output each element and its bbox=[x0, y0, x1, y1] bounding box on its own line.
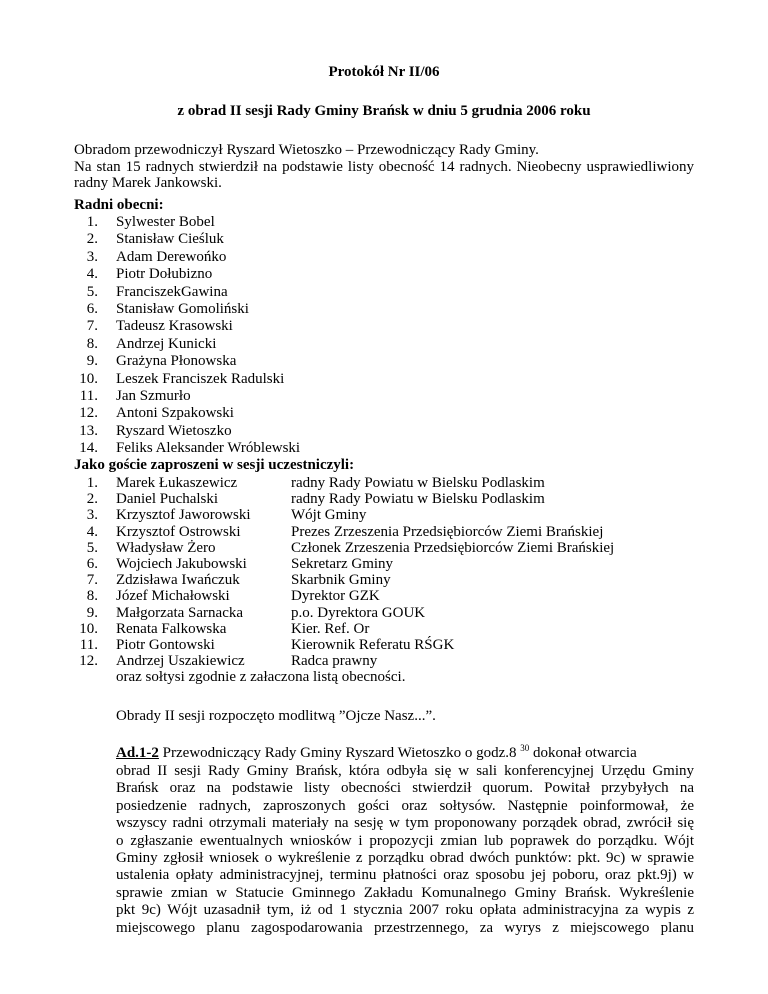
paragraph-line: ustalenia opłaty administracyjnej, terminu płatności oraz sposobu jej poboru, oraz pkt.9j) w bbox=[116, 867, 694, 884]
guest-role: Wójt Gminy bbox=[291, 507, 367, 524]
present-heading: Radni obecni: bbox=[74, 197, 164, 213]
list-number: 12. bbox=[79, 653, 98, 670]
guest-role: Kierownik Referatu RŚGK bbox=[291, 637, 455, 653]
list-item: Piotr Dołubizno bbox=[116, 266, 213, 283]
ad12-label: Ad.1-2 bbox=[116, 745, 159, 761]
list-item: Stanisław Gomoliński bbox=[116, 301, 249, 317]
list-item: Feliks Aleksander Wróblewski bbox=[116, 440, 301, 457]
list-item: Andrzej Kunicki bbox=[116, 335, 217, 352]
paragraph-line: sprawie zmian w Statucie Gminnego Zakładu Komunalnego Gminy Brańsk. Wykreślenie bbox=[116, 884, 694, 901]
paragraph-line: obrad II sesji Rady Gminy Brańsk, która odbyła się w sali konferencyjnej Urzędu Gminy bbox=[116, 763, 694, 779]
list-number: 11. bbox=[79, 388, 98, 404]
guest-name: Józef Michałowski bbox=[116, 588, 230, 605]
guest-name: Małgorzata Sarnacka bbox=[116, 604, 244, 621]
ad12-first-line: Ad.1-2 Przewodniczący Rady Gminy Ryszard Wietoszko o godz.8 $^{30}$ dokonał otwarcia bbox=[116, 743, 637, 761]
list-number: 10. bbox=[79, 370, 98, 387]
list-item: Adam Derewońko bbox=[116, 248, 227, 265]
list-number: 4. bbox=[86, 523, 98, 540]
list-number: 3. bbox=[86, 248, 98, 265]
guest-role: Skarbnik Gminy bbox=[291, 572, 391, 589]
list-item: Stanisław Cieśluk bbox=[116, 231, 224, 248]
list-number: 4. bbox=[86, 266, 98, 283]
list-item: Ryszard Wietoszko bbox=[116, 422, 232, 439]
paragraph-line: Brańsk oraz na podstawie listy obecności stwierdził quorum. Powitał przybyłych na bbox=[116, 780, 694, 797]
list-number: 8. bbox=[86, 588, 98, 605]
guests-footer: oraz sołtysi zgodnie z załaczona listą obecności. bbox=[116, 669, 406, 685]
list-number: 13. bbox=[79, 422, 98, 439]
guest-name: Daniel Puchalski bbox=[116, 491, 219, 508]
guests-heading: Jako goście zaproszeni w sesji uczestniczyli: bbox=[74, 457, 355, 473]
list-item: Antoni Szpakowski bbox=[116, 405, 234, 422]
guest-role: radny Rady Powiatu w Bielsku Podlaskim bbox=[291, 475, 545, 491]
list-number: 12. bbox=[79, 405, 98, 422]
list-number: 5. bbox=[86, 283, 98, 300]
list-item: Leszek Franciszek Radulski bbox=[116, 370, 285, 387]
list-item: Tadeusz Krasowski bbox=[116, 318, 233, 335]
paragraph-line: Gminy zgłosił wniosek o wykreślenie z porządku obrad dwóch punktów: pkt. 9c) w sprawie bbox=[116, 850, 694, 866]
guest-role: Sekretarz Gminy bbox=[291, 556, 394, 572]
list-item: Jan Szmurło bbox=[116, 388, 191, 404]
guest-role: p.o. Dyrektora GOUK bbox=[291, 604, 426, 621]
list-number: 7. bbox=[86, 318, 98, 335]
list-number: 10. bbox=[79, 620, 98, 637]
list-number: 5. bbox=[86, 539, 98, 556]
guest-role: Prezes Zrzeszenia Przedsiębiorców Ziemi Brańskiej bbox=[291, 523, 604, 540]
guest-role: Dyrektor GZK bbox=[291, 588, 380, 605]
list-number: 2. bbox=[86, 491, 98, 508]
document-subtitle: z obrad II sesji Rady Gminy Brańsk w dniu 5 grudnia 2006 roku bbox=[177, 103, 591, 119]
paragraph-line: pkt 9c) Wójt uzasadnił tym, iż od 1 stycznia 2007 roku opłata administracyjna za wypis z bbox=[116, 902, 694, 919]
guest-role: Radca prawny bbox=[291, 653, 378, 670]
guest-name: Wojciech Jakubowski bbox=[116, 556, 247, 572]
paragraph-line: o zgłaszanie ewentualnych wniosków i propozycji zmian lub poprawek do porządku. Wójt bbox=[116, 832, 694, 849]
guest-name: Władysław Żero bbox=[116, 539, 216, 556]
guest-name: Andrzej Uszakiewicz bbox=[116, 653, 245, 670]
list-number: 7. bbox=[86, 572, 98, 589]
paragraph-line: miejscowego planu zagospodarowania przestrzennego, za wyrys z miejscowego planu bbox=[116, 919, 694, 936]
guest-role: radny Rady Powiatu w Bielsku Podlaskim bbox=[291, 491, 545, 508]
list-item: Grażyna Płonowska bbox=[116, 353, 237, 370]
prayer-line: Obrady II sesji rozpoczęto modlitwą ”Ojcze Nasz...”. bbox=[116, 708, 436, 724]
document-title: Protokół Nr II/06 bbox=[328, 64, 440, 80]
list-item: FranciszekGawina bbox=[116, 283, 228, 300]
list-number: 9. bbox=[86, 353, 98, 370]
guest-name: Krzysztof Ostrowski bbox=[116, 523, 241, 540]
list-number: 8. bbox=[86, 335, 98, 352]
list-item: Sylwester Bobel bbox=[116, 214, 215, 230]
list-number: 3. bbox=[86, 507, 98, 524]
list-number: 14. bbox=[79, 440, 98, 457]
list-number: 6. bbox=[86, 301, 98, 317]
paragraph-line: posiedzenie radnych, zaproszonych gości oraz sołtysów. Następnie poinformował, że bbox=[116, 797, 694, 814]
list-number: 1. bbox=[86, 214, 98, 230]
list-number: 9. bbox=[86, 604, 98, 621]
guest-name: Marek Łukaszewicz bbox=[116, 475, 238, 491]
guest-name: Piotr Gontowski bbox=[116, 637, 215, 653]
list-number: 1. bbox=[86, 475, 98, 491]
guest-role: Członek Zrzeszenia Przedsiębiorców Ziemi Brańskiej bbox=[291, 539, 615, 556]
paragraph-line: wszyscy radni otrzymali materiały na sesję w tym proponowany porządek obrad, zwrócił się bbox=[116, 815, 694, 832]
list-number: 2. bbox=[86, 231, 98, 248]
guest-role: Kier. Ref. Or bbox=[291, 620, 370, 637]
list-number: 6. bbox=[86, 556, 98, 572]
guest-name: Renata Falkowska bbox=[116, 620, 227, 637]
chairman-line: Obradom przewodniczył Ryszard Wietoszko – Przewodniczący Rady Gminy. bbox=[74, 142, 539, 158]
guest-name: Zdzisława Iwańczuk bbox=[116, 572, 240, 589]
list-number: 11. bbox=[79, 637, 98, 653]
guest-name: Krzysztof Jaworowski bbox=[116, 507, 251, 524]
attendance-paragraph: Na stan 15 radnych stwierdził na podstawie listy obecność 14 radnych. Nieobecny usprawiedliwiony radny Marek Jankowski. bbox=[74, 159, 694, 191]
